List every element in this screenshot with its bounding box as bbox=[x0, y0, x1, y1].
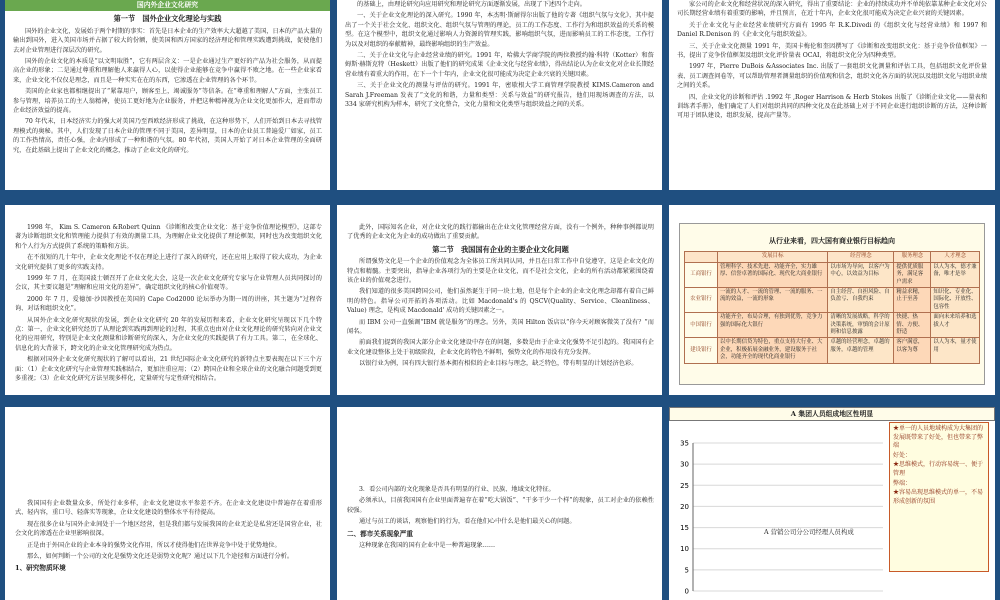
table-cell-bank: 中国银行 bbox=[685, 313, 718, 338]
paragraph: 那么，如何判断一个公司的文化是强势文化还是弱势文化呢？通过以下几个途径和方面进行分析。 bbox=[27, 553, 294, 561]
y-tick-label: 15 bbox=[680, 524, 689, 533]
paragraph: 以银行业为例，国有四大银行基本拥有相似的企业目标与理念，缺乏特色，带有明显的计划经济色彩。 bbox=[359, 360, 638, 368]
y-tick-label: 30 bbox=[680, 460, 689, 469]
table-cell: 客户满意，以客为尊 bbox=[894, 338, 931, 363]
table-header: 经营理念 bbox=[828, 252, 894, 262]
paragraph: 我国国有企业数量众多，所处行业多样，企业文化建设水平参差不齐。在企业文化建设中普遍存在着重形式、轻内容，重口号、轻落实等现象，企业文化建设的整体水平有待提高。 bbox=[15, 500, 322, 517]
page-6 bbox=[669, 205, 995, 395]
note-item: ★单一的人员地域构成为大集团的发展既带来了好处，但也带来了弊端 bbox=[893, 425, 984, 450]
paragraph: 家公司的企业文化和经营状况的深入研究，得出了重要结论：企业的持续成功并不单纯依靠某种企业文化对公司长期经营业绩有着重要的影响，并且预言，在近十年内，企业文化很可能成为决定企业兴衰的关键因素。 bbox=[677, 1, 987, 18]
table-cell-bank: 农业银行 bbox=[685, 288, 718, 313]
table-header-row bbox=[685, 252, 980, 262]
page-5 bbox=[337, 205, 662, 395]
table-cell: 自主经营、自担风险、自负盈亏、自我约束 bbox=[828, 288, 894, 313]
paragraph: 1997 年，Pierre DuBois &Associates Inc. 出版了一套组织文化测量和评估工具，包括组织文化评价量表、员工调查问卷等，可以帮助管理者测量组织的价值观和信念，组织文化各方面的状况以及组织文化与组织业绩之间的关系。 bbox=[677, 63, 987, 90]
y-tick-label: 0 bbox=[684, 587, 689, 596]
section-heading: 第一节 国外企业文化理论与实践 bbox=[113, 14, 222, 24]
page-3 bbox=[669, 0, 995, 190]
y-tick-label: 10 bbox=[680, 545, 689, 554]
paragraph: 正是由于外国企业的企业本身的强势文化作用，所以才使得他们在世界竞争中处于优势地位。 bbox=[27, 541, 281, 549]
paragraph: 1998 年， Kim S. Cameron &Robert Quinn 《诊断和改变企业文化：基于竞争价值理论模型》，这部专著为诊断组织文化和管理能力提供了有效的测量工具，为理解企业文化提供了理论框架，同时也为改变组织文化和个人行为方式提供了系统的策略和方法。 bbox=[15, 224, 322, 250]
paragraph: 三、关于企业文化的测量与评估的研究。1991 年，密歇根大学工商管理学院教授 KIMS.Cameron and Sarah J.Freeman 发表了“文化的和谐，力量和类型：关系与效益”的研究报告，他们用现场调查的方法，以 334 家研究机构为样本，研究了文化整合，文化力量和文化类型与组织效益之间的关系。 bbox=[345, 82, 654, 109]
table-row bbox=[685, 313, 980, 338]
table-title: 从行业来看，四大国有商业银行目标趋向 bbox=[769, 236, 895, 245]
table-cell: 知识化、专业化、国际化、开放性、包容性 bbox=[931, 288, 980, 313]
table-cell: 功能齐全，布局合理，有独到优势，竞争力强的国际化大银行 bbox=[718, 313, 828, 338]
table-cell: 快捷、热情、方便、舒适 bbox=[894, 313, 931, 338]
paragraph: 国外的企业文化的本质是“以文明取胜”，它有两层含义：一是企业通过生产更好的产品为社会服务，从而提高企业的形象；二是通过尊重和理解他人来赢得人心，以使得企业能够在竞争中赢得不败之地。在一些企业家看来，企业文化不仅仅是理念，而且是一种实实在在的东西，它渗透在企业管理的各个环节。 bbox=[13, 58, 322, 84]
paragraph: 关于企业文化与企业经营业绩研究方面有 1995 年 R.K.Divedi 的《组织文化与经营业绩》和 1997 和 Daniel R.Denison 的《企业文化与组织效益》。 bbox=[677, 21, 987, 39]
paragraph: 3．看公司内部的文化现象是否具有明显的行业、民族、地域文化特征。 bbox=[359, 486, 555, 493]
paragraph: 根据对国外企业文化研究现状的了解可以看出，21 世纪国际企业文化研究的新特点主要表现在以下三个方面：（1）企业文化研究与企业管理实践相结合，更加注重应用；（2）跨国企业和全球企业的文化融合问题受到更多重视；（3）企业文化研究方法呈现多样化，定量研究与定性研究相结合。 bbox=[15, 356, 322, 383]
paragraph: 2000 年 7 月，爱德加·沙因教授在美国的 Cape Cod2000 论坛举办为期一周的讲座，其主题为“过程咨询、对话和组织文化”。 bbox=[15, 295, 322, 313]
table-cell: 精益求精，止于至善 bbox=[894, 288, 931, 313]
page-4 bbox=[5, 205, 330, 395]
page-topbar: 国内外企业文化研究 bbox=[5, 0, 330, 11]
paragraph: 在不很短的几十年中，企业文化理论不仅在理论上进行了深入的研究，还在应用上取得了较大成功，为企业文化研究提供了更多的实践支持。 bbox=[15, 254, 322, 271]
paragraph: 国外的企业文化，发展始于两个时期的事实：首先是日本企业的生产效率大大超越了美国，日本的产品大量的输出到国外，进入美国市场并占据了较大的份额，使美国和西方国家的经济理论和管理实践遭到挑战，促使他们去对企业管理进行深层次的研究。 bbox=[13, 27, 322, 54]
section-heading: 第二节 我国国有企业的主要企业文化问题 bbox=[432, 244, 569, 254]
paragraph: 而 IBM 公司一直强调“IBM 就是服务”的理念。另外，美国 Hilton 饭店以“你今天对顾客微笑了没有？”而闻名。 bbox=[347, 318, 654, 336]
paragraph: 三、关于企业文化测量 1991 年，美国卡梅伦和奎因撰写了《诊断和改变组织文化：基于竞争价值框架》一书，提出了竞争价值框架及组织文化评价量表 OCAI，将组织文化分为四种类型。 bbox=[677, 42, 987, 60]
paragraph: 一、关于企业文化理论的深入研究。1990 年，本杰明·斯耐得尔出版了他的专著《组织气氛与文化》，其中提出了一个关于社会文化、组织文化、组织气氛与管理的理论，员工的工作态度、工作行为和组织效益的关系的模型。在这个模型中，组织文化通过影响人力资源的管理实践，影响组织气氛，进而影响员工的工作态度，工作行为以及对组织的奉献精神，最终影响组织的生产效益。 bbox=[345, 12, 654, 48]
chart-title: A 集团人员组成地区性明显 bbox=[669, 407, 995, 421]
sub-heading: 1、研究物质环境 bbox=[15, 564, 66, 573]
table-header: 发展目标 bbox=[718, 252, 828, 262]
note-item: ★容易出现思维模式的单一，不易形成创新的氛围 bbox=[893, 489, 984, 505]
note-item: ★思维模式，行动容易统一、便于管理 bbox=[893, 461, 984, 477]
paragraph: 1999 年 7 月，在美国波士顿召开了企业文化大会，这是一次企业文化研究专家与企业管理人员共同探讨的会议，其主要议题是“理解和应用文化的差异”，确定组织文化的核心价值观等。 bbox=[15, 275, 322, 292]
chart-svg bbox=[669, 421, 889, 600]
y-tick-label: 35 bbox=[680, 439, 689, 448]
table-row bbox=[685, 338, 980, 363]
paragraph: 必须承认，目前我国国有企业里面普遍存在着“吃大锅饭”、“干多干少一个样”的现象，员工对企业的依赖性较强。 bbox=[347, 497, 654, 514]
paragraph: 这种现象在我国的国有企业中是一种普遍现象…… bbox=[359, 542, 496, 550]
table-row bbox=[685, 288, 980, 313]
table-header: 人才理念 bbox=[931, 252, 980, 262]
table-cell: 清晰的发展战略，科学的决策系统，审慎的会计原则和信息披露 bbox=[828, 313, 894, 338]
table-cell: 面向未来培养和选拔人才 bbox=[931, 313, 980, 338]
paragraph: 此外，国际知名企业，对企业文化的践行都输出在企业文化管理经营方面，没有一个例外，种种事例都说明了优秀的企业文化为企业的成功做出了重要贡献。 bbox=[347, 224, 654, 241]
note-item: 好处： bbox=[893, 451, 912, 459]
table-header: 服务理念 bbox=[894, 252, 931, 262]
table-cell: 卓越的经营理念，卓越的服务，卓越的管理 bbox=[828, 338, 894, 363]
page-7 bbox=[5, 407, 330, 600]
table-cell: 以市场为导向，以客户为中心，以效益为目标 bbox=[828, 262, 894, 287]
bank-goal-table bbox=[684, 251, 980, 363]
series-label: A 营销公司分公司经理人员构成 bbox=[764, 528, 854, 536]
table-cell: 一流的人才、一流的管理、一流的服务、一流的效益，一流的形象 bbox=[718, 288, 828, 313]
table-cell: 以人为本，量才使用 bbox=[931, 338, 980, 363]
table-header bbox=[685, 252, 718, 262]
page-1 bbox=[5, 0, 330, 190]
page-8 bbox=[337, 407, 662, 600]
paragraph: 我们知道的很多美国跨国公司，他们虽然诞生于同一块土地，但是每个企业的企业文化理念却都有着自己鲜明的特色。指导公司开拓的各项活动。比如 Macdonald's 的 QSCV(Quality、Service、Cleanliness、Value) 理念，是构成 Macdonald' 成功的关键因素之一。 bbox=[347, 288, 654, 315]
paragraph: 所谓强势文化是一个企业的价值观念为全体员工所共同认同，并且在日常工作中自觉遵守，这是企业文化的特点和精髓。主要突出，指导企业各项行为的主要是企业文化，而不是社会文化，企业的所有活动都紧紧围绕着该企业的价值观念进行。 bbox=[347, 258, 654, 285]
paragraph: 美国的企业家也都相继提出了“紧靠用户，顾客至上，竭诚服务”等信条。在“尊重和理解人”方面，主张员工参与管理，培养员工的主人翁精神，使员工更好地为企业服务，并把这种精神视为企业文化更加作大，进而带动企业经济效益的提高。 bbox=[13, 88, 322, 115]
y-tick-label: 20 bbox=[680, 502, 689, 511]
y-tick-label: 5 bbox=[684, 566, 689, 575]
chart-area bbox=[669, 421, 889, 600]
paragraph: 70 年代末，日本经济实力的强大对美国乃至西欧经济形成了挑战，在这种形势下，人们开始到日本去寻找管理模式的奥秘。其中，人们发现了日本企业的管理不同于美国，差异明显，日本的企业员工普遍爱厂如家，员工的工作热情高，责任心强，企业内形成了一种和谐的气氛。80 年代初，美国人开始了对日本企业管理的全面研究，在此基础上提出了企业文化的概念，推动了企业文化的研究。 bbox=[13, 118, 322, 154]
note-item: 弊端： bbox=[893, 479, 912, 487]
notes-box bbox=[889, 422, 989, 572]
table-cell-bank: 建设银行 bbox=[685, 338, 718, 363]
paragraph: 二、关于企业文化与企业经营业绩的研究。1991 年，哈佛大学商学院的两位教授约翰·科特（Kotter）和詹姆斯·赫斯克特（Heskett）出版了他们的研究成果《企业文化与经营业绩》，得出结论认为企业文化对企业长期经营业绩有着重大的作用，在下一个十年内，企业文化很可能成为决定企业兴衰的关键因素。 bbox=[345, 52, 654, 78]
table-cell: 以人为本，德才兼备，唯才是举 bbox=[931, 262, 980, 287]
paragraph: 的基础上，由理论研究向应用研究和理论研究方面逐渐发展，出现了下述四个走向。 bbox=[357, 1, 586, 8]
table-row bbox=[685, 262, 980, 287]
sub-heading: 二、都市关系现象严重 bbox=[347, 529, 413, 538]
table-cell-bank: 工商银行 bbox=[685, 262, 718, 287]
paragraph: 通过与员工的谈话，观察他们的行为，看在他们心中什么是他们最关心的问题。 bbox=[359, 518, 576, 526]
table-cell: 提供优质服务，满足客户需求 bbox=[894, 262, 931, 287]
bank-goal-table-panel bbox=[679, 223, 985, 385]
page-9 bbox=[669, 407, 995, 600]
page-2 bbox=[337, 0, 662, 190]
y-tick-label: 25 bbox=[680, 481, 689, 490]
paragraph: 从国外企业文化研究现状的发展，到企业文化研究 20 年的发展历程来看，企业文化研究呈现以下几个特点：第一，企业文化研究经历了从理论到实践再到理论的过程，其重点也由对企业文化理论的研究转向对企业文化的应用研究，特别是企业文化测量和诊断研究的深入，为企业文化的实践提供了有力工具。第二，在全球化、信息化的大背景下，跨文化的企业文化管理研究成为热点。 bbox=[15, 316, 322, 352]
paragraph: 前面我们提到的我国大部分企业文化建设中存在的问题，多数是由于企业文化强势不足引起的。我国国有企业文化建设整体上处于初级阶段，企业文化的特色不鲜明，强势文化的作用没有充分发挥。 bbox=[347, 339, 654, 356]
table-cell: 以中长期信贷为特色，重点支持大行业、大企业，积极拓展金融业务，建设服务于社会，功能齐全的现代化商业银行 bbox=[718, 338, 828, 363]
paragraph: 四、企业文化的诊断和评估 .1992 年 ,Roger Harrison & Herb Stokes 出版了《诊断企业文化——量表和训练者手册》，他们确定了人们对组织共同的四种文化及在此基础上对于不同企业进行组织诊断的方法，这种诊断可用于团队建设，组织发展，提高产量等。 bbox=[677, 93, 988, 120]
paragraph: 现在很多企业与国外企业间处于一个地区经营，但是我们都与发展我国的企业无论是私营还是国营企业，社会文化的渗透在企业里影响很深。 bbox=[15, 520, 322, 538]
table-cell: 管理科学、技术先进、功能齐全，实力雄厚、信誉卓著的国际化、现代化大商业银行 bbox=[718, 262, 828, 287]
